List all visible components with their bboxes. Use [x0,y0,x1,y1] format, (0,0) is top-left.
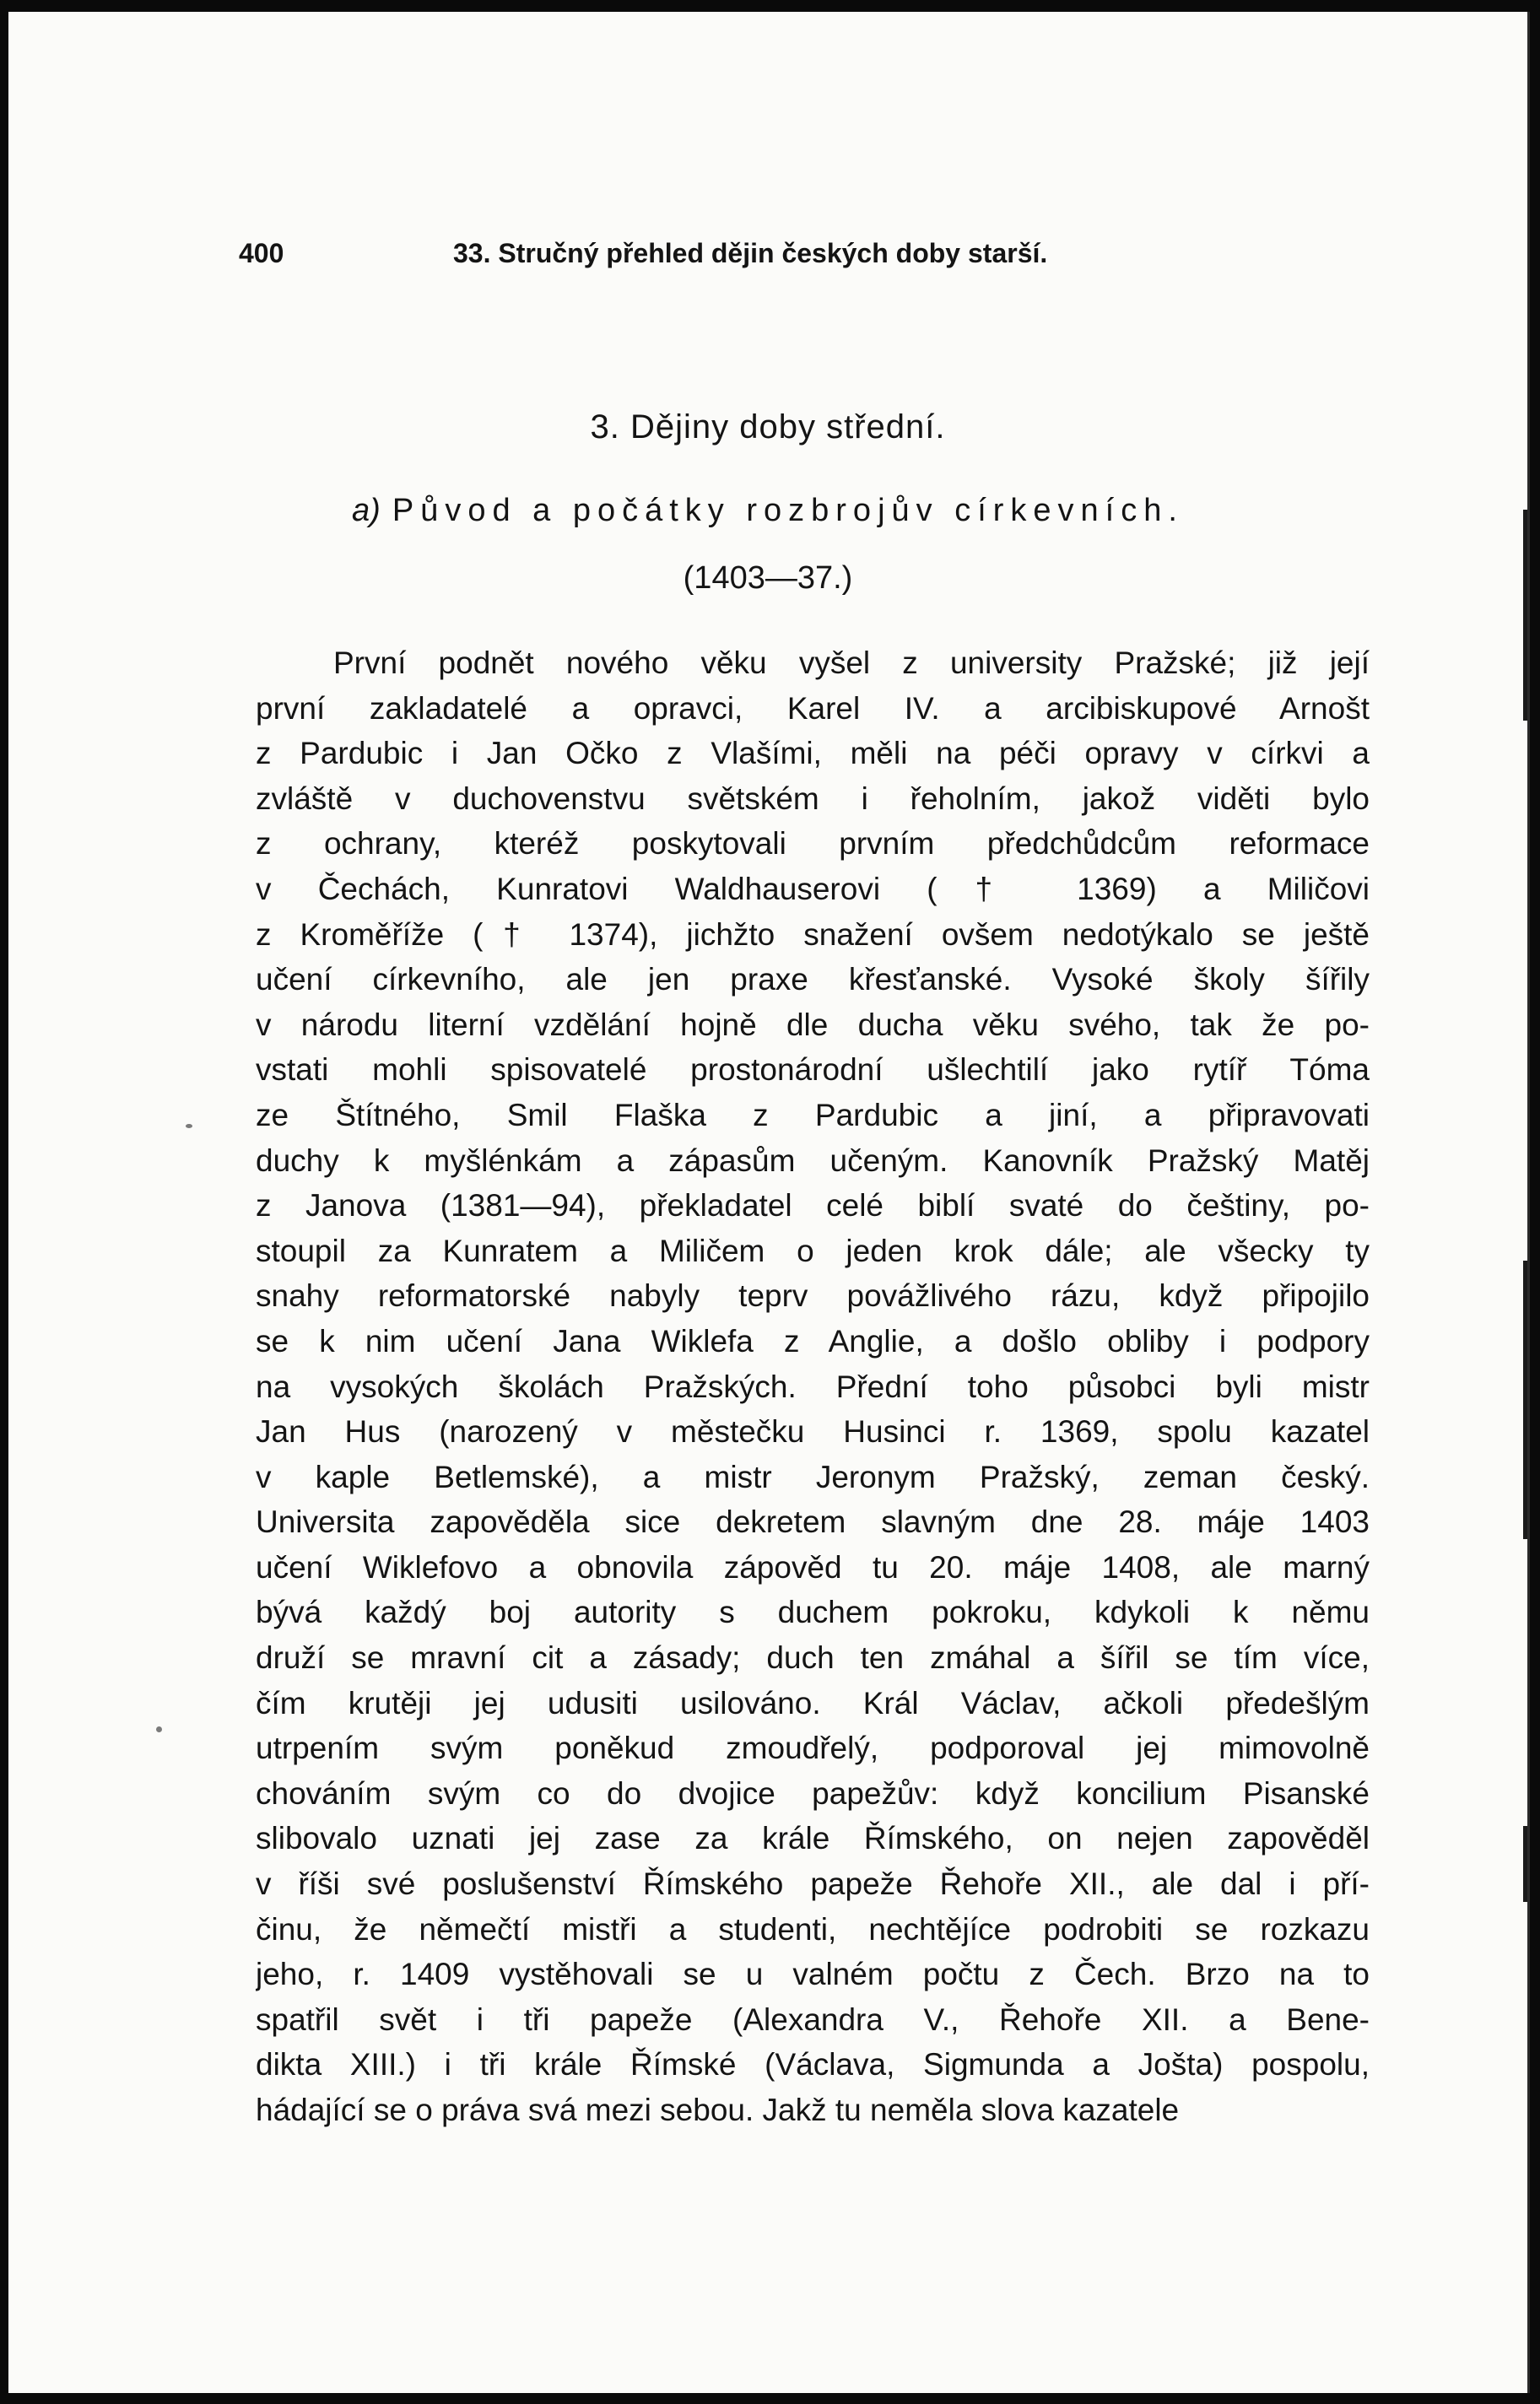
subsection-title [8,493,1527,529]
text-line: v říši své poslušenství Římského papeže Řehoře XII., ale dal i pří- [256,1866,1370,1902]
page-edge-shadow [1523,1261,1527,1539]
page-number: 400 [239,238,284,268]
text-line: z Pardubic i Jan Očko z Vlašími, měli na péči opravy v církvi a [256,736,1370,771]
running-title: 33. Stručný přehled dějin českých doby starší. [453,238,1048,268]
text-line: se k nim učení Jana Wiklefa z Anglie, a došlo obliby i podpory [256,1323,1370,1359]
text-line: učení církevního, ale jen praxe křesťanské. Vysoké školy šířily [256,962,1370,997]
page-edge-shadow [1523,1826,1527,1902]
text-line: bývá každý boj autority s duchem pokroku, kdykoli k němu [256,1595,1370,1630]
text-line: jeho, r. 1409 vystěhovali se u valném počtu z Čech. Brzo na to [256,1957,1370,1992]
text-line: vstati mohli spisovatelé prostonárodní ušlechtilí jako rytíř Tóma [256,1052,1370,1088]
text-line: z Janova (1381—94), překladatel celé biblí svaté do češtiny, po- [256,1188,1370,1224]
margin-speck [156,1726,162,1732]
text-line: čím krutěji jej udusiti usilováno. Král Václav, ačkoli předešlým [256,1685,1370,1721]
text-line: na vysokých školách Pražských. Přední toho působci byli mistr [256,1369,1370,1404]
page-header [239,238,1375,278]
text-line: stoupil za Kunratem a Miličem o jeden krok dále; ale všecky ty [256,1233,1370,1268]
text-line: První podnět nového věku vyšel z university Pražské; již její [333,646,1370,680]
text-line: duchy k myšlénkám a zápasům učeným. Kanovník Pražský Matěj [256,1143,1370,1178]
section-title: 3. Dějiny doby střední. [590,408,946,446]
text-line: ze Štítného, Smil Flaška z Pardubic a jiní, a připravovati [256,1097,1370,1132]
margin-speck [186,1124,192,1128]
text-line: snahy reformatorské nabyly teprv povážlivého rázu, když připojilo [256,1278,1370,1314]
text-line: hádající se o práva svá mezi sebou. Jakž tu neměla slova kazatele [256,2093,1180,2127]
text-line: z Kroměříže († 1374), jichžto snažení ovšem nedotýkalo se ještě [256,916,1370,952]
page-edge-shadow [1523,510,1527,721]
subsection-title-text: Původ a počátky rozbrojův církevních. [392,493,1184,528]
text-line: zvláště v duchovenstvu světském i řeholním, jakož viděti bylo [256,781,1370,816]
text-line: Jan Hus (narozený v městečku Husinci r. 1369, spolu kazatel [256,1414,1370,1450]
text-line: druží se mravní cit a zásady; duch ten zmáhal a šířil se tím více, [256,1640,1370,1676]
text-line: činu, že němečtí mistři a studenti, nechtějíce podrobiti se rozkazu [256,1911,1370,1947]
text-line: spatřil svět i tři papeže (Alexandra V., Řehoře XII. a Bene- [256,2002,1370,2037]
text-line: dikta XIII.) i tři krále Římské (Václava, Sigmunda a Jošta) pospolu, [256,2047,1370,2083]
text-line: v Čechách, Kunratovi Waldhauserovi († 1369) a Miličovi [256,871,1370,906]
text-line: utrpením svým poněkud zmoudřelý, podporoval jej mimovolně [256,1731,1370,1766]
text-line: Universita zapověděla sice dekretem slavným dne 28. máje 1403 [256,1505,1370,1540]
text-line: z ochrany, kteréž poskytovali prvním předchůdcům reformace [256,826,1370,862]
text-line: první zakladatelé a opravci, Karel IV. a arcibiskupové Arnošt [256,690,1370,726]
book-page [8,12,1530,2393]
text-line: učení Wiklefovo a obnovila zápověd tu 20. máje 1408, ale marný [256,1549,1370,1585]
subsection-dates: (1403—37.) [683,560,853,596]
text-line: slibovalo uznati jej zase za krále Římského, on nejen zapověděl [256,1821,1370,1856]
body-text [256,640,1370,2133]
text-line: chováním svým co do dvojice papežův: když koncilium Pisanské [256,1775,1370,1811]
text-line: v kaple Betlemské), a mistr Jeronym Pražský, zeman český. [256,1459,1370,1494]
subsection-marker: a) [352,493,381,528]
text-line: v národu literní vzdělání hojně dle ducha věku svého, tak že po- [256,1007,1370,1042]
